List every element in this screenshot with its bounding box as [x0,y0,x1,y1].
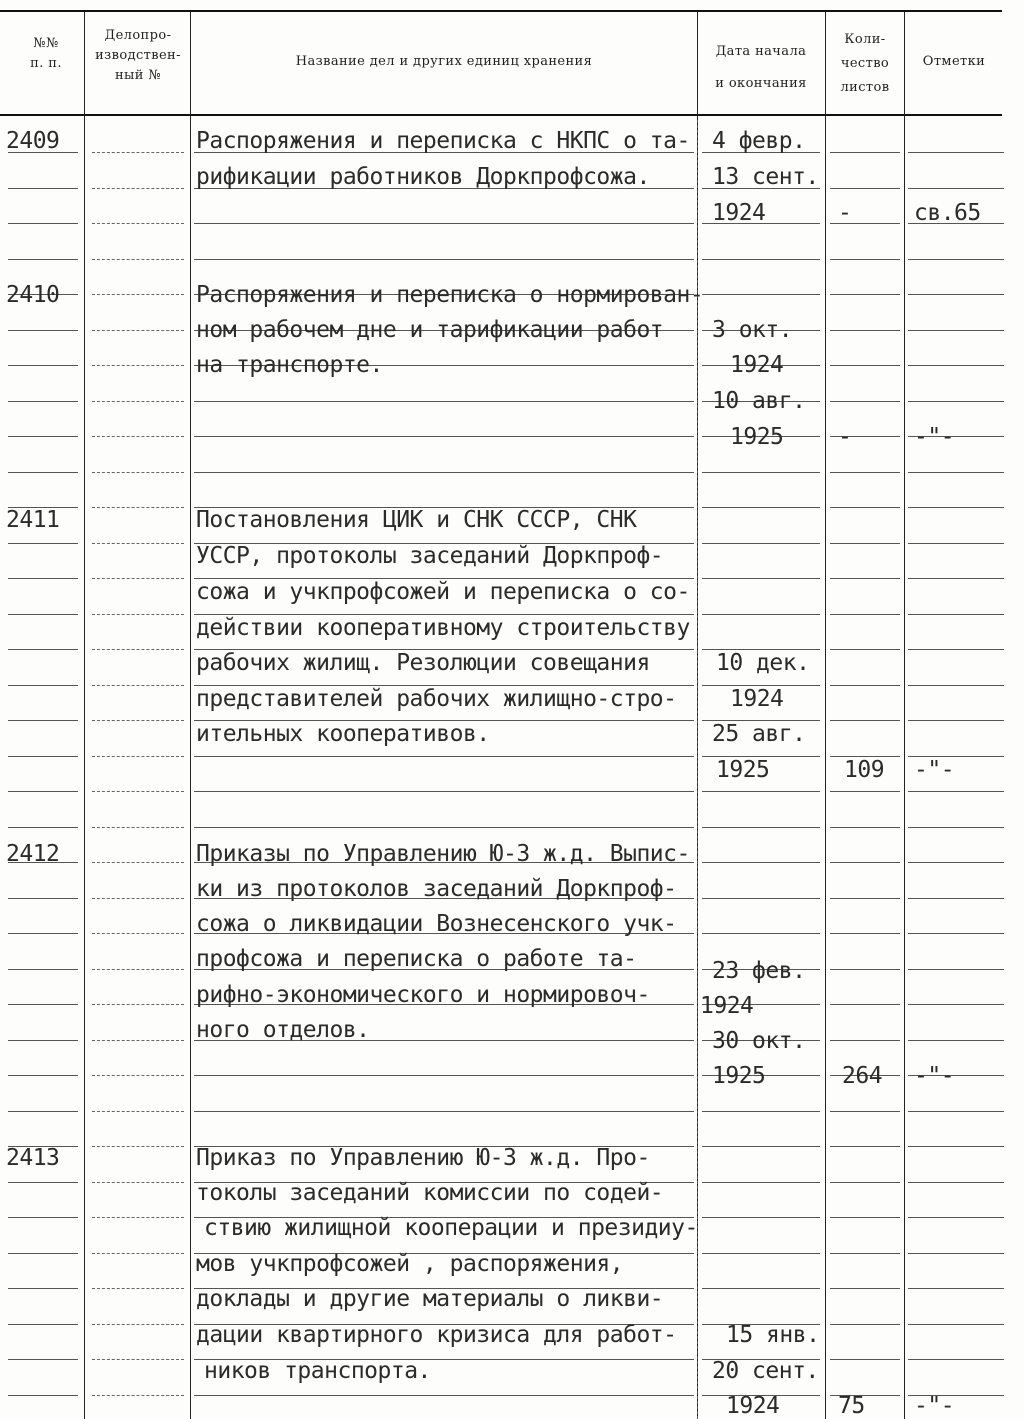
column-divider [904,12,905,1419]
entry-title-line: мов учкпрофсожей , распоряжения, [196,1251,624,1277]
ruled-line [908,1288,1004,1289]
ruled-line [908,1359,1004,1360]
ruled-line [92,1182,184,1183]
ruled-line [92,1111,184,1112]
ruled-line [702,1111,820,1112]
ruled-line [194,436,694,437]
ruled-line [830,614,900,615]
table-top-border [0,10,1002,12]
entry-title-line: рифно-экономического и нормировоч- [196,982,650,1008]
entry-sheet-count: 264 [842,1063,883,1089]
ruled-line [830,862,900,863]
ruled-line [908,152,1004,153]
ruled-line [830,578,900,579]
entry-note: -"- [914,424,955,450]
entry-sheet-count: - [838,424,852,450]
ruled-line [8,436,78,437]
entry-date: 10 авг. [712,388,806,414]
entry-number: 2411 [6,507,60,533]
ruled-line [92,756,184,757]
ruled-line [908,1040,1004,1041]
header-dates-line2: и окончания [715,76,807,91]
header-count-line1: Коли- [844,32,886,47]
ruled-line [194,401,694,402]
header-office-line2: изводствен- [95,48,181,63]
entry-title-line: токолы заседаний комиссии по содей- [196,1180,664,1206]
ruled-line [8,1395,78,1396]
ruled-line [8,223,78,224]
entry-title-line: ки из протоколов заседаний Доркпроф- [196,876,677,902]
entry-date: 30 окт. [712,1028,806,1054]
ruled-line [830,294,900,295]
entry-title-line: ном рабочем дне и тарификации работ [196,317,664,343]
header-count [827,28,903,100]
ruled-line [194,472,694,473]
ruled-line [8,1182,78,1183]
ruled-line [908,188,1004,189]
ruled-line [92,1004,184,1005]
ruled-line [92,152,184,153]
ruled-line [830,898,900,899]
ruled-line [908,1004,1004,1005]
ruled-line [908,330,1004,331]
ruled-line [908,862,1004,863]
entry-title-line: дации квартирного кризиса для работ- [196,1322,677,1348]
ruled-line [92,188,184,189]
ruled-line [8,685,78,686]
ruled-line [92,933,184,934]
entry-number: 2409 [6,128,60,154]
ruled-line [194,1075,694,1076]
header-office-number [88,26,188,86]
entry-number: 2410 [6,282,60,308]
column-divider [84,12,85,1419]
ruled-line [908,1111,1004,1112]
entry-title-line: доклады и другие материалы о ликви- [196,1286,664,1312]
entry-date: 1924 [730,352,784,378]
ruled-line [92,365,184,366]
ruled-line [92,791,184,792]
ruled-line [8,259,78,260]
entry-date: 15 янв. [726,1322,820,1348]
entry-date: 1924 [700,993,754,1019]
entry-date: 1925 [712,1063,766,1089]
ruled-line [908,933,1004,934]
ruled-line [908,969,1004,970]
ruled-line [908,1253,1004,1254]
ruled-line [8,756,78,757]
entry-title-line: действии кооперативному строительству [196,615,690,641]
ruled-line [194,1395,694,1396]
ruled-line [92,1395,184,1396]
ruled-line [908,472,1004,473]
entry-title-line: на транспорте. [196,352,383,378]
ruled-line [194,827,694,828]
ruled-line [908,578,1004,579]
ruled-line [8,1359,78,1360]
entry-date: 3 окт. [712,317,793,343]
ruled-line [702,259,820,260]
ruled-line [92,898,184,899]
ruled-line [908,1146,1004,1147]
ruled-line [830,259,900,260]
ruled-line [92,259,184,260]
ruled-line [8,1217,78,1218]
ruled-line [830,401,900,402]
entry-title-line: профсожа и переписка о работе та- [196,946,637,972]
entry-sheet-count: 75 [838,1393,865,1419]
ruled-line [702,614,820,615]
ruled-line [830,152,900,153]
entry-title-line: Приказы по Управлению Ю-З ж.д. Выпис- [196,841,690,867]
ruled-line [702,933,820,934]
ruled-line [92,1253,184,1254]
ruled-line [92,330,184,331]
ruled-line [8,614,78,615]
ruled-line [194,223,694,224]
ruled-line [8,791,78,792]
ruled-line [8,188,78,189]
ruled-line [92,614,184,615]
ruled-line [702,1253,820,1254]
ruled-line [702,543,820,544]
ruled-line [702,1288,820,1289]
ruled-line [830,1324,900,1325]
ruled-line [908,1217,1004,1218]
ruled-line [92,862,184,863]
entry-title-line: ствию жилищной кооперации и президиу- [204,1215,698,1241]
entry-title-line: Приказ по Управлению Ю-З ж.д. Про- [196,1145,650,1171]
ruled-line [830,1040,900,1041]
entry-title-line: Распоряжения и переписка с НКПС о та- [196,128,690,154]
ruled-line [830,1146,900,1147]
entry-title-line: Распоряжения и переписка о нормирован- [196,282,704,308]
ruled-line [908,720,1004,721]
entry-sheet-count: - [838,200,852,226]
header-num-line2: п. п. [30,56,62,71]
entry-title-line: представителей рабочих жилищно-стро- [196,686,677,712]
ruled-line [92,1359,184,1360]
ruled-line [830,1111,900,1112]
ruled-line [92,401,184,402]
ruled-line [92,827,184,828]
ruled-line [92,1324,184,1325]
ruled-line [830,543,900,544]
header-dates-line1: Дата начала [715,44,807,59]
ruled-line [830,1004,900,1005]
ruled-line [830,1182,900,1183]
ruled-line [908,614,1004,615]
ruled-line [830,827,900,828]
ruled-line [92,472,184,473]
ruled-line [830,1359,900,1360]
header-num [14,34,78,74]
ruled-line [702,1182,820,1183]
entry-note: -"- [914,757,955,783]
column-divider [190,12,191,1419]
ruled-line [908,898,1004,899]
ruled-line [702,1217,820,1218]
entry-title-line: сожа о ликвидации Вознесенского учк- [196,911,677,937]
ruled-line [92,507,184,508]
ruled-line [908,507,1004,508]
ruled-line [194,1111,694,1112]
entry-title-line: ного отделов. [196,1017,370,1043]
ruled-line [908,294,1004,295]
ruled-line [92,578,184,579]
ruled-line [8,933,78,934]
ruled-line [702,862,820,863]
ruled-line [908,827,1004,828]
ruled-line [8,1004,78,1005]
entry-title-line: сожа и учкпрофсожей и переписка о со- [196,579,690,605]
ruled-line [702,294,820,295]
entry-date: 1924 [712,200,766,226]
ruled-line [92,543,184,544]
entry-date: 13 сент. [712,164,819,190]
entry-title-line: Постановления ЦИК и СНК СССР, СНК [196,507,637,533]
ruled-line [92,1146,184,1147]
ruled-line [830,969,900,970]
ruled-line [830,685,900,686]
ruled-line [908,1182,1004,1183]
entry-date: 25 авг. [712,721,806,747]
ruled-line [908,365,1004,366]
ruled-line [92,1040,184,1041]
ruled-line [8,1288,78,1289]
column-divider [825,12,826,1419]
entry-note: -"- [914,1063,955,1089]
ruled-line [702,827,820,828]
header-office-line1: Делопро- [104,28,172,43]
ruled-line [830,507,900,508]
ruled-line [194,756,694,757]
entry-title-line: УССР, протоколы заседаний Доркпроф- [196,543,664,569]
header-office-line3: ный № [114,68,162,83]
ruled-line [8,1040,78,1041]
entry-number: 2413 [6,1145,60,1171]
entry-title-line: рификации работников Доркпрофсожа. [196,164,650,190]
ruled-line [8,1324,78,1325]
ruled-line [8,365,78,366]
ruled-line [908,685,1004,686]
ruled-line [8,649,78,650]
ruled-line [702,507,820,508]
entry-note: св.65 [914,200,981,226]
ruled-line [92,1288,184,1289]
ruled-line [8,401,78,402]
ruled-line [8,578,78,579]
entry-date: 10 дек. [716,650,810,676]
ruled-line [92,685,184,686]
entry-number: 2412 [6,841,60,867]
ruled-line [830,1253,900,1254]
header-num-line1: №№ [33,36,59,51]
ruled-line [8,969,78,970]
ruled-line [8,1075,78,1076]
ruled-line [830,933,900,934]
ruled-line [830,472,900,473]
ruled-line [194,791,694,792]
entry-title-line: ников транспорта. [204,1358,431,1384]
header-count-line2: чество [840,56,890,71]
ruled-line [92,649,184,650]
ruled-line [8,472,78,473]
ruled-line [8,720,78,721]
ruled-line [830,649,900,650]
entry-date: 20 сент. [712,1358,819,1384]
header-dates [700,36,822,100]
ruled-line [92,969,184,970]
ruled-line [194,259,694,260]
ruled-line [8,1253,78,1254]
ruled-line [830,1217,900,1218]
ruled-line [908,259,1004,260]
entry-date: 1925 [730,424,784,450]
ruled-line [908,401,1004,402]
ruled-line [92,1075,184,1076]
ruled-line [908,543,1004,544]
entry-date: 23 фев. [712,958,806,984]
ruled-line [908,1324,1004,1325]
ruled-line [830,188,900,189]
entry-sheet-count: 109 [844,757,885,783]
ruled-line [92,294,184,295]
ruled-line [908,649,1004,650]
ruled-line [8,543,78,544]
header-count-line3: листов [840,80,890,95]
header-notes: Отметки [922,54,986,69]
ruled-line [830,1288,900,1289]
header-bottom-border [0,114,1002,116]
ruled-line [830,791,900,792]
entry-note: -"- [914,1393,955,1419]
entry-date: 1924 [730,686,784,712]
ruled-line [702,1146,820,1147]
ruled-line [92,720,184,721]
entry-title-line: рабочих жилищ. Резолюции совещания [196,650,650,676]
ruled-line [830,330,900,331]
ruled-line [702,791,820,792]
ruled-line [702,472,820,473]
ruled-line [702,898,820,899]
ruled-line [8,898,78,899]
ruled-line [908,791,1004,792]
header-title: Название дел и других единиц хранения [295,54,593,69]
ruled-line [8,330,78,331]
entry-date: 1925 [716,757,770,783]
entry-date: 4 февр. [712,128,806,154]
ruled-line [92,436,184,437]
entry-title-line: ительных кооперативов. [196,721,490,747]
entry-date: 1924 [726,1393,780,1419]
ruled-line [830,720,900,721]
ruled-line [830,365,900,366]
ruled-line [8,1111,78,1112]
ruled-line [702,578,820,579]
ruled-line [8,827,78,828]
ruled-line [92,223,184,224]
ruled-line [92,1217,184,1218]
